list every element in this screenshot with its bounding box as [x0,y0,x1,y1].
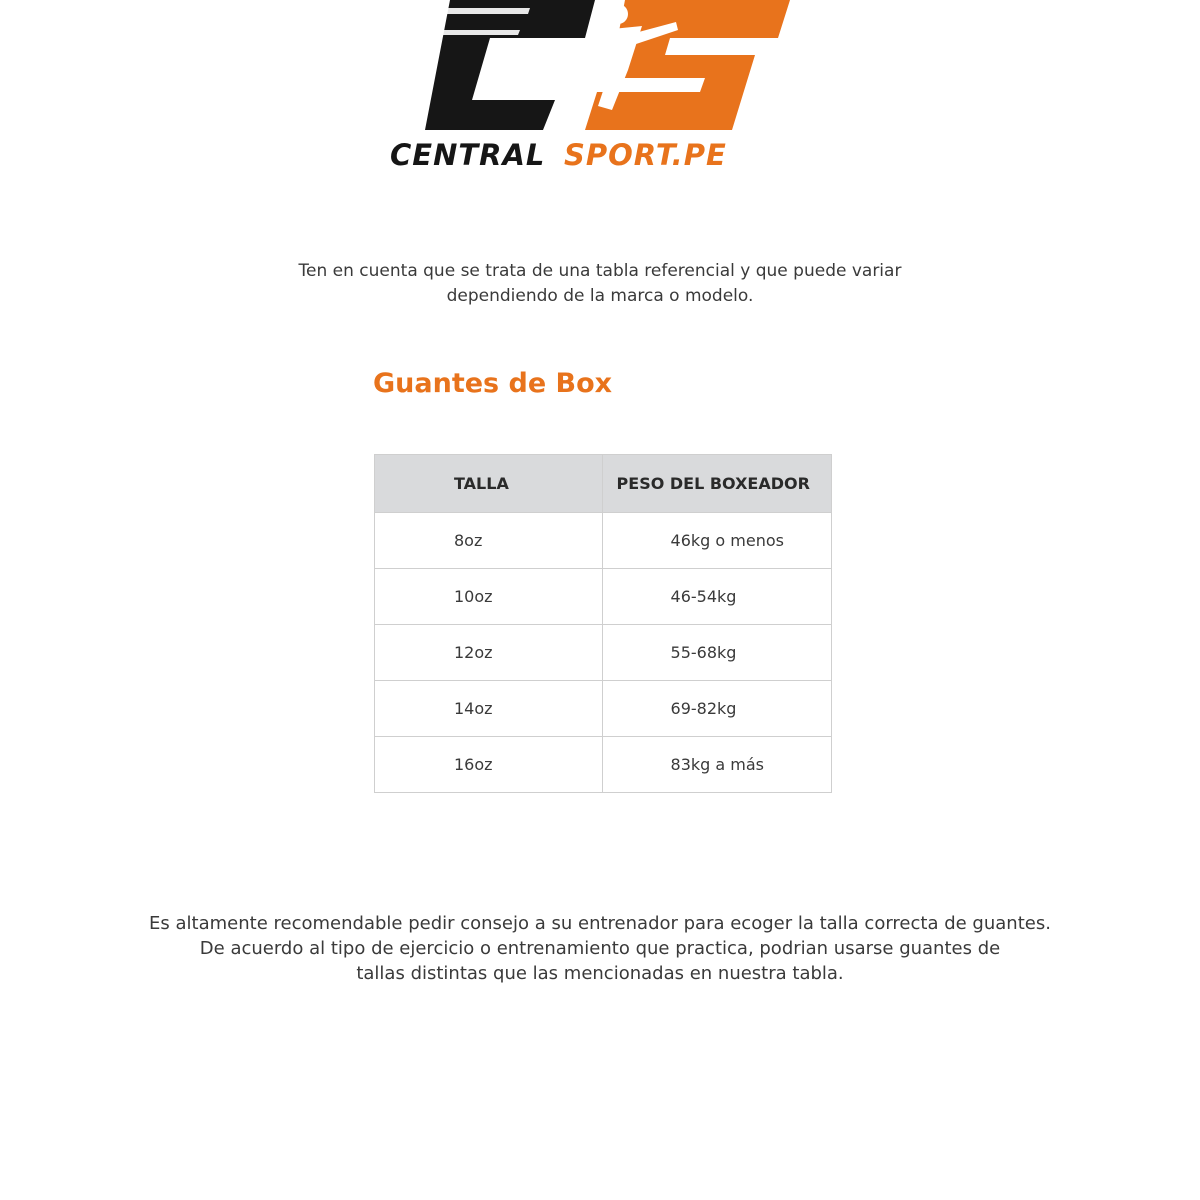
table-row [375,737,832,793]
table-header-row [375,455,832,513]
cell-peso: 69-82kg [602,681,831,737]
wordmark-right: SPORT.PE [564,138,727,172]
table-row [375,569,832,625]
header-talla: TALLA [375,455,603,513]
cell-talla: 8oz [375,513,603,569]
cell-peso: 46-54kg [602,569,831,625]
advice-line: Es altamente recomendable pedir consejo a su entrenador para ecoger la talla correcta de guantes. [149,913,1051,934]
size-table [374,454,832,793]
cell-peso: 83kg a más [602,737,831,793]
cell-peso: 46kg o menos [602,513,831,569]
advice-line: tallas distintas que las mencionadas en nuestra tabla. [356,963,844,984]
cell-talla: 16oz [375,737,603,793]
advice-note [60,911,1140,986]
centralsport-logo-icon [380,0,800,180]
wordmark-left: CENTRAL [390,138,546,172]
table-row [375,681,832,737]
cell-talla: 12oz [375,625,603,681]
cell-talla: 10oz [375,569,603,625]
intro-line: Ten en cuenta que se trata de una tabla referencial y que puede variar [298,261,902,281]
table-row [375,513,832,569]
cell-talla: 14oz [375,681,603,737]
section-title: Guantes de Box [373,368,613,399]
table-row [375,625,832,681]
advice-line: De acuerdo al tipo de ejercicio o entrenamiento que practica, podrian usarse guantes de [199,938,1001,959]
intro-note [150,259,1050,309]
cell-peso: 55-68kg [602,625,831,681]
header-peso: PESO DEL BOXEADOR [602,455,831,513]
brand-logo [380,0,800,180]
intro-line: dependiendo de la marca o modelo. [446,286,754,306]
